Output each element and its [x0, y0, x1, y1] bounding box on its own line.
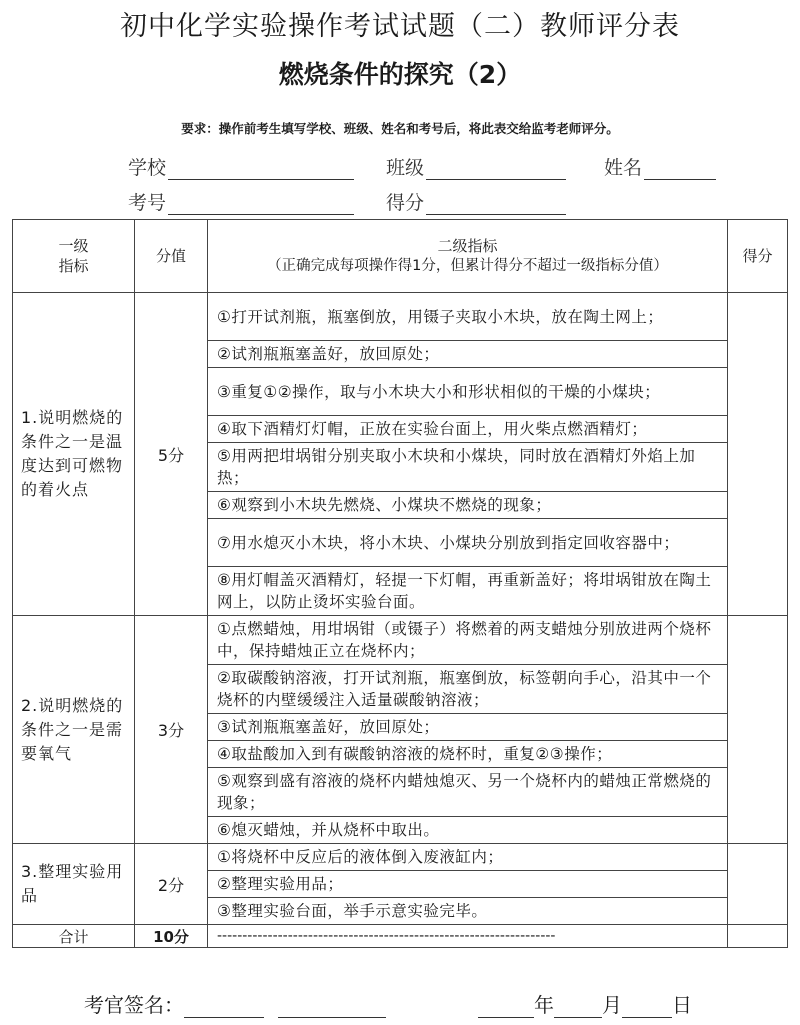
header-points: 分值 — [135, 220, 208, 293]
criterion-item: ①将烧杯中反应后的液体倒入废液缸内； — [208, 844, 728, 871]
points-cell: 3分 — [135, 616, 208, 844]
total-dashes: ------------------------------------------------------------------- — [208, 925, 728, 948]
criterion-item: ③整理实验台面，举手示意实验完毕。 — [208, 898, 728, 925]
criterion-item: ⑧用灯帽盖灭酒精灯，轻提一下灯帽，再重新盖好；将坩埚钳放在陶土网上，以防止烫坏实验台面。 — [208, 567, 728, 616]
points-cell: 2分 — [135, 844, 208, 925]
examiner-field[interactable] — [84, 989, 386, 1018]
criterion-item: ①点燃蜡烛，用坩埚钳（或镊子）将燃着的两支蜡烛分别放进两个烧杯中，保持蜡烛正立在烧杯内； — [208, 616, 728, 665]
criterion-item: ⑦用水熄灭小木块，将小木块、小煤块分别放到指定回收容器中； — [208, 519, 728, 567]
total-score-cell[interactable] — [728, 925, 788, 948]
table-header-row — [13, 220, 788, 293]
table-body — [13, 293, 788, 925]
date-field[interactable] — [478, 989, 692, 1018]
header-level1: 一级 指标 — [13, 220, 135, 293]
exam-no-label: 考号 — [128, 192, 167, 214]
criterion-item: ⑤用两把坩埚钳分别夹取小木块和小煤块，同时放在酒精灯外焰上加热； — [208, 443, 728, 492]
criterion-item: ⑥熄灭蜡烛，并从烧杯中取出。 — [208, 817, 728, 844]
name-label: 姓名 — [604, 157, 643, 179]
table-row — [13, 616, 788, 665]
total-row — [13, 925, 788, 948]
info-row-1 — [0, 153, 800, 181]
category-cell: 2.说明燃烧的条件之一是需要氧气 — [13, 616, 135, 844]
criterion-item: ①打开试剂瓶，瓶塞倒放，用镊子夹取小木块，放在陶土网上； — [208, 293, 728, 341]
page-subtitle: 燃烧条件的探究（2） — [278, 60, 522, 89]
examiner-label: 考官签名： — [84, 993, 184, 1017]
points-cell: 5分 — [135, 293, 208, 616]
exam-no-field[interactable] — [128, 188, 354, 215]
criterion-item: ⑥观察到小木块先燃烧、小煤块不燃烧的现象； — [208, 492, 728, 519]
criterion-item: ④取下酒精灯灯帽，正放在实验台面上，用火柴点燃酒精灯； — [208, 416, 728, 443]
criterion-item: ②取碳酸钠溶液，打开试剂瓶，瓶塞倒放，标签朝向手心，沿其中一个烧杯的内壁缓缓注入适量碳酸钠溶液； — [208, 665, 728, 714]
category-cell: 3.整理实验用品 — [13, 844, 135, 925]
score-label: 得分 — [386, 192, 425, 214]
score-field[interactable] — [386, 188, 566, 215]
table-row — [13, 844, 788, 871]
criterion-item: ③试剂瓶瓶塞盖好，放回原处； — [208, 714, 728, 741]
school-field[interactable] — [128, 153, 354, 180]
criterion-item: ②整理实验用品； — [208, 871, 728, 898]
section-score-cell[interactable] — [728, 293, 788, 616]
section-score-cell[interactable] — [728, 616, 788, 844]
school-label: 学校 — [128, 157, 167, 179]
class-field[interactable] — [386, 153, 566, 180]
total-points: 10分 — [135, 925, 208, 948]
signature-row — [0, 989, 800, 1019]
total-label: 合计 — [13, 925, 135, 948]
header-score: 得分 — [728, 220, 788, 293]
table-row — [13, 293, 788, 341]
criterion-item: ③重复①②操作，取与小木块大小和形状相似的干燥的小煤块； — [208, 368, 728, 416]
category-cell: 1.说明燃烧的条件之一是温度达到可燃物的着火点 — [13, 293, 135, 616]
requirement-note: 要求：操作前考生填写学校、班级、姓名和考号后，将此表交给监考老师评分。 — [181, 121, 619, 136]
header-level2: 二级指标 （正确完成每项操作得1分，但累计得分不超过一级指标分值） — [208, 220, 728, 293]
criterion-item: ⑤观察到盛有溶液的烧杯内蜡烛熄灭、另一个烧杯内的蜡烛正常燃烧的现象； — [208, 768, 728, 817]
name-field[interactable] — [604, 153, 716, 180]
year-label: 年 — [534, 993, 554, 1017]
page-title: 初中化学实验操作考试试题（二）教师评分表 — [120, 11, 680, 42]
criterion-item: ②试剂瓶瓶塞盖好，放回原处； — [208, 341, 728, 368]
day-label: 日 — [672, 993, 692, 1017]
class-label: 班级 — [386, 157, 425, 179]
score-table — [12, 219, 788, 948]
info-row-2 — [0, 188, 800, 216]
month-label: 月 — [602, 993, 622, 1017]
criterion-item: ④取盐酸加入到有碳酸钠溶液的烧杯时，重复②③操作； — [208, 741, 728, 768]
section-score-cell[interactable] — [728, 844, 788, 925]
